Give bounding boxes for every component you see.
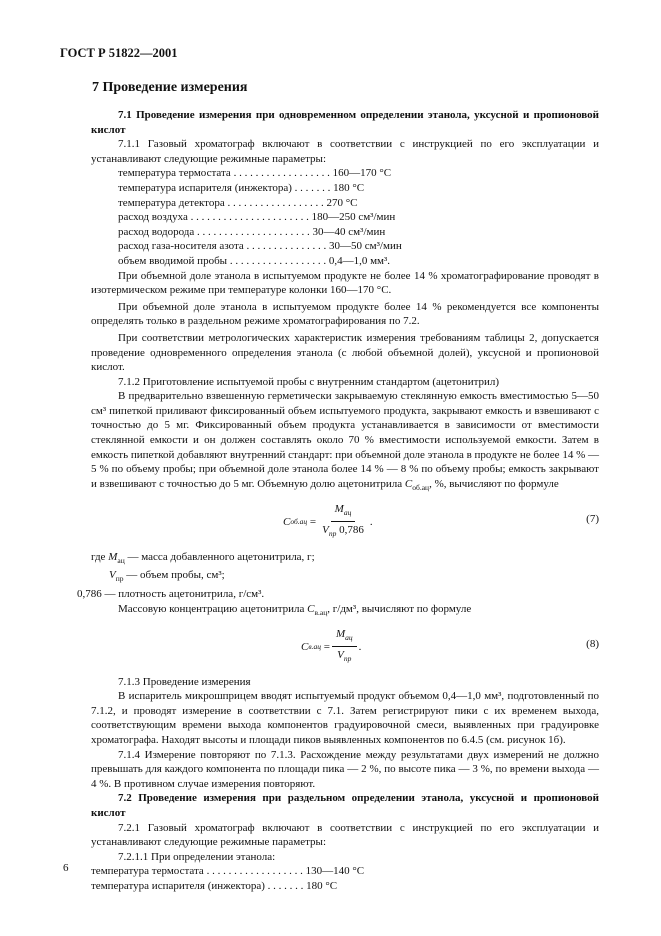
- mode-row: объем вводимой пробы . . . . . . . . . . . . . . . . . . 0,4—1,0 мм³.: [118, 254, 391, 267]
- section-title: 7 Проведение измерения: [92, 80, 248, 95]
- mode-row: расход водорода . . . . . . . . . . . . . . . . . . . . . 30—40 см³/мин: [118, 225, 386, 238]
- paragraph-7-1-4: 7.1.4 Измерение повторяют по 7.1.3. Расхождение между результатами двух измерений не должно превышать для каждого компонента по площади пика — 2 %, по высоте пика — 3 %, по времени выхода — 4 %. В противном случае измерения повторяют.: [91, 748, 599, 790]
- paragraph-mass-concentration: Массовую концентрацию ацетонитрила $C_{в.ац}$, г/дм³, вычисляют по формуле: [118, 602, 472, 617]
- subsection-title-7-1-2: 7.1.2 Приготовление испытуемой пробы с внутренним стандартом (ацетонитрил): [118, 375, 500, 388]
- subsection-title-7-1-3: 7.1.3 Проведение измерения: [118, 675, 251, 688]
- page-number: 6: [63, 862, 69, 874]
- formula-8: C в.ац = $\frac{M_{ац}}{V_{пр}}$ . (8): [301, 627, 599, 664]
- mode-row: температура термостата . . . . . . . . . . . . . . . . . . 160—170 °С: [118, 167, 392, 180]
- mode-row: температура испарителя (инжектора) . . . . . . . 180 °С: [118, 181, 365, 194]
- formula-number-7: (7): [586, 512, 599, 525]
- paragraph-ethanol-high: При объемной доле этанола в испытуемом продукте более 14 % рекомендуется все компоненты определять только в раздельном режиме хроматографирования по 7.2.: [91, 300, 599, 328]
- paragraph-7-1-1: 7.1.1 Газовый хроматограф включают в соответствии с инструкцией по его эксплуатации и устанавливают следующие режимные параметры:: [91, 138, 599, 165]
- document-body: [77, 108, 599, 893]
- paragraph-7-1-3: В испаритель микрошприцем вводят испытуемый продукт объемом 0,4—1,0 мм³, подготовленный по 7.1.2, и проводят измерение в соответствии с 7.1. Затем регистрируют пики с их временем выхода, соответствующим времени выхода компонентов градуировочной смеси, выявленных при градуировке хроматографа. Находят высоты и площади пиков выявленных компонентов по 6.4.5 (см. рисунок 1б).: [91, 690, 599, 746]
- subsection-title-7-2-1-1: 7.2.1.1 При определении этанола:: [118, 850, 276, 863]
- mode-list-2: [91, 864, 599, 893]
- paragraph-7-1-2: В предварительно взвешенную герметически закрываемую стеклянную емкость вместимостью 5—50 см³ пипеткой приливают фиксированный объем испытуемого продукта, закрывают емкость и взвешивают с точностью до 5 мг. Фиксированный объем продукта устанавливается в зависимости от вместимости стеклянной емкости и он должен составлять около 70 % вместимости используемой емкости. Затем в емкость пипеткой добавляют внутренний стандарт: при объемной доле этанола в продукте не более 14 % — 5 % по объему пробы; при объемной доле этанола более 14 % — 8 % по объему пробы; емкость закрывают и взвешивают с точностью до 5 мг. Объемную долю ацетонитрила $C_{об.ац}$, %, вычисляют по формуле: [91, 390, 599, 493]
- subsection-title-7-1: 7.1 Проведение измерения при одновременном определении этанола, уксусной и пропионовой кислот: [91, 109, 599, 136]
- mode-row: температура детектора . . . . . . . . . . . . . . . . . . 270 °С: [118, 196, 358, 209]
- mode-row: расход воздуха . . . . . . . . . . . . . . . . . . . . . . 180—250 см³/мин: [118, 211, 396, 224]
- paragraph-ethanol-low: При объемной доле этанола в испытуемом продукте не более 14 % хроматографирование проводят в изотермическом режиме при температуре колонки 160—170 °С.: [91, 269, 599, 297]
- mode-row: температура испарителя (инжектора) . . . . . . . 180 °С: [91, 879, 338, 892]
- paragraph-7-2-1: 7.2.1 Газовый хроматограф включают в соответствии с инструкцией по его эксплуатации и устанавливают следующие режимные параметры:: [91, 821, 599, 849]
- subsection-title-7-2: 7.2 Проведение измерения при раздельном определении этанола, уксусной и пропионовой кислот: [91, 792, 599, 819]
- mode-row: температура термостата . . . . . . . . . . . . . . . . . . 130—140 °С: [91, 865, 365, 878]
- paragraph-metrology: При соответствии метрологических характеристик измерения требованиям таблицы 2, допускается проведение одновременного определения этанола (с любой объемной долей), уксусной и пропионовой кислот.: [91, 331, 599, 374]
- formula-legend-7: где $M_{ац}$ — масса добавленного ацетонитрила, г; $V_{пр}$ — объем пробы, см³; 0,786 — плотность ацетонитрила, г/см³.: [77, 550, 315, 601]
- mode-list-1: [91, 166, 599, 268]
- mode-row: расход газа-носителя азота . . . . . . . . . . . . . . . 30—50 см³/мин: [118, 240, 402, 253]
- document-header: ГОСТ Р 51822—2001: [60, 46, 178, 60]
- formula-7: C об.ац = $\frac{M_{ац}}{V_{пр} 0,786}$ . (7): [283, 502, 599, 539]
- formula-number-8: (8): [586, 637, 599, 650]
